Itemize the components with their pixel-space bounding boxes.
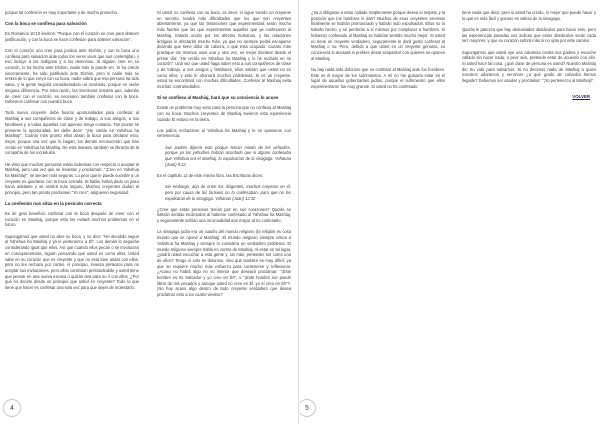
body-paragraph: Supongamos que usted no abre su boca, y no dice: "He decidido seguir al Yahshua ha Mashiaj y ya le pertenezco a Él". Los demás lo seguirán considerando igual que ellos. Así que cuando ellos pecan o se involucran en concupiscencias, siguen pensando que usted es como ellos. Usted sabe en su corazón que es creyente y que no está bien andar con ellos, pero no les rechaza por cortés. Al principio, inventa pretextos para no aceptar sus invitaciones, pero ellos continúan presionándole y usted tiene que pensar en una nueva excusa o quizás otra para no ir con ellos. ¿Por qué no decirle desde un principio que usted es creyente? Todo lo que tiene que hacer es confesar una sola vez para que dejen de molestarlo. — [5, 233, 139, 291]
body-paragraph: No hay nada más doloroso que no confesar al Mashiaj ante los hombres. Este es el mayor de los sufrimientos. A mí no me gustaría estar en el lugar de aquellos gobernantes judíos, porque el sufrimiento que ellos experimentaron fue muy grande. Si usted no ha confesado — [311, 66, 445, 89]
scripture-quote: Sin embargo, aún de entre los dirigentes, muchos creyeron en él, pero por causa de los fariseos no lo confesaban, para que no los expulsaran de la sinagoga. Yohanan (Juan) 12:42 — [165, 184, 291, 201]
body-paragraph: Quizás le parezca que hay demasiados obstáculos para hacer esto, pero las experiencias pasadas nos indican que estos obstáculos serán cada vez mayores, y que su corazón sufrirá más si no opta por este camino. — [462, 26, 596, 44]
body-paragraph: Todo nuevo creyente debe buscar oportunidades para confesar al Mashiaj a sus compañeros de clase y de trabajo, a sus amigos, a sus familiares y a todas aquellas con quienes tenga contacto. Tan pronto se presente la oportunidad, les debe decir: "¡He creído en Yahshua ha Mashiaj!". Cuanto más pronto ellos abran la boca para declarar esto, mejor, porque una vez que lo hagan, los demás reconocerán que han creído en Yahshua ha Mashiaj. De esta manera, también se librarán de la compañía de los incrédulos. — [5, 110, 139, 156]
body-paragraph: Si usted no confiesa con su boca, es decir, si sigue siendo un creyente en secreto, tendrá más dificultades que los que son creyentes abiertamente, ya que las tentaciones que experimentará serán mucho más fuertes que las que experimentan aquellos que ya confesaron al Mashiaj. Estado oculto por los afectos humanos, y las relaciones antiguas le afectarán mucho más, ya que no siempre podrá escaparse diciendo que tiene dolor de cabeza, o que está ocupado. Cuanto más practique los mismos usos una y otra vez, es mejor declarar desde el primer día: "He creído en Yahshua ha Mashiaj y lo he recibido en mi corazón". Una vez que usted haga saber esto a sus compañeros de clase y de trabajo, a sus amigos y familiares, ellos sabrán que usted no es como ellos, y esto le ahorrará muchos problemas. Si es un creyente, usted se encontrará con muchas dificultades. Confesar al Mashiaj evita muchas contrariedades. — [157, 10, 291, 90]
section-heading: La confesión nos sitúa en la posición correcta — [5, 201, 102, 207]
body-paragraph: La sinagoga judía era un cuadro del mundo religioso (la religión es cosa mundo que se opone a Mashiaj). El mundo religioso siempre critica a Yahshua ha Mashiaj y siempre lo considera un verdadero problema. El mundo religioso siempre habla en contra de Mashiaj. Al estar en tal lugar, ¿podrá usted escuchar a esta gente y, sin más, pretender ser como uno de ellos? Tengo ni solo es doloroso, sino que también es muy difícil, ya que se requiere mucho más esfuerzo para contenerse y reflexionar. ¿Acaso no habrá algo en su interior que deseará proclamar: "¡Este hombre es mi Salvador y yo creo en Él!", o "¡Este hombre me puede librar de mis pecados y aunque usted no cree en Él, yo sí creo en Él!"?. ¡No hay acaso algo dentro de todo creyente verdadero que desea proclamar esto a los cuatro vientos? — [157, 229, 291, 298]
volver-link[interactable]: VOLVER — [572, 93, 590, 99]
left-page-column-2 — [157, 10, 291, 303]
section-heading: Con la boca se confiesa para salvación — [5, 21, 87, 27]
body-paragraph: tiene nada que decir, pero si usted ha creído, lo mejor que puede hacer y lo que es más fácil y gozoso es salirse de la sinagoga. — [462, 10, 596, 21]
body-paragraph: Es de gran beneficio confesar con la boca después de creer con el corazón en Mashiaj, porque esto los evitará muchos problemas en el futuro. — [5, 211, 139, 228]
body-paragraph: Con el corazón uno cree para justicia ante Elohim, y con la boca uno confiesa para salvación ante todos los seres vivos que nos contemplan, y eso incluye a los malignos y a los demonios. Si alguien cree en su corazón, lo ha hecho ante Elohim, nadie más lo puede ver. Si ha creído sinceramente, ha sido justificado ante Elohim, pero si nadie más se entera de lo que creyó con su boca, nadie sabrá que esa persona ha sido salva, y la gente seguirá considerándolo un incrédulo, porque no verán ninguna diferencia. Por esta razón, las Escrituras insisten que, además de creer con el corazón, es necesario también confesar con la boca. Debemos confesar con nuestra boca. — [5, 47, 139, 105]
body-paragraph: Existe un problema muy serio para la persona que no confiesa al Mashiaj con su boca. Muchos creyentes de Mashiaj tuvieron esta experiencia cuando Él estuvo en la tierra. — [157, 105, 291, 122]
section-heading: Si se confiesa al Mashiaj, hará que su conciencia lo acuse — [157, 95, 279, 101]
body-paragraph: ¿Va a obligarse a estar callado simplemente porque desea el respeto y la posición que los hombres le dan? Muchos de esos creyentes secretos finalmente se habrán pronunciado y habrán sido expulsados. Ellos no lo habrán hecho, y se perderán a sí mismos por complacer a hombres. Si hubieran confesado al Mashiaj se habrían sentido mucho mejor. Si usted no tiene un creyente verdadero, seguramente le dará gusto confesar al Mashiaj o no. Pero, debido a que usted en un creyente genuino, su conciencia lo acusará si prefiere desar simpatizar con quienes se oponen al Mashiaj. — [311, 10, 445, 61]
body-paragraph: He visto que muchas personas están indecisas con respecto a aceptar al Mashiaj, pero una vez que se levantan y proclaman: "¡Creo en Yahshua ha Mashiaj!", se sienten más seguras. Lo peor que le puede suceder a un creyente es quedarse con la boca cerrada. Si habla, habrá dado un paso hacia adelante y se sentirá más seguro. Muchos creyentes dudan al principio, pero tan pronto proclaman "Yo creo", adquieren seguridad. — [5, 161, 139, 196]
left-page — [0, 0, 299, 424]
body-paragraph: Los judíos rechazaron al Yahshua ha Mashiaj y le se opusieron con vehemencia: — [157, 127, 291, 139]
page-number-right: 5 — [300, 399, 316, 417]
body-paragraph: ¿Cree que estas personas tenían paz en sus corazones? Quizás se habrán sentido incómodos al haberse confesado al Yahshua ha Mashiaj, y seguramente sufrían una incomodidad aún mayor al no confesarlo. — [157, 206, 291, 224]
body-paragraph: Supongamos que usted oye una calumnia contra sus padres y escuche callado sin hacer nada, o peor aún, pretende estar de acuerdo con ello. Si usted hace tal cosa, ¿qué clase de persona es usted? Nuestro Mashiaj dio Su vida para salvarnos. Si no decimos nada de Mashiaj a quien nosotros adoramos y servimos ¿a qué grado de cobardía hemos llegado? Debemos ser osados y proclamar: "¡Yo pertenezco al Mashiaj!". — [462, 49, 596, 84]
scripture-quote: Sus padres dijeron esto porque tenían miedo de los yehudíes, porque ya los yehudíes habían acordado que si alguno confesaba que Yahshua era el Mashiaj, lo expulsarían de la sinagoga. Yohanan (Juan) 9:22 — [165, 144, 291, 167]
right-page — [300, 0, 599, 424]
right-page-column-2 — [462, 10, 596, 99]
right-page-column-1 — [311, 10, 445, 95]
body-paragraph: En Romanos 10:10 leemos: "Porque con el corazón se cree para obtener justificación, y con la boca se hace confesión para obtener salvación". — [5, 31, 139, 42]
body-paragraph: porque tal confesión es muy importante y de mucho provecho. — [5, 10, 119, 15]
left-page-column-1 — [5, 10, 139, 296]
body-paragraph: En el capítulo 12 de este mismo libro, las Escrituras dicen: — [157, 172, 264, 178]
page-number-left: 4 — [3, 399, 21, 417]
